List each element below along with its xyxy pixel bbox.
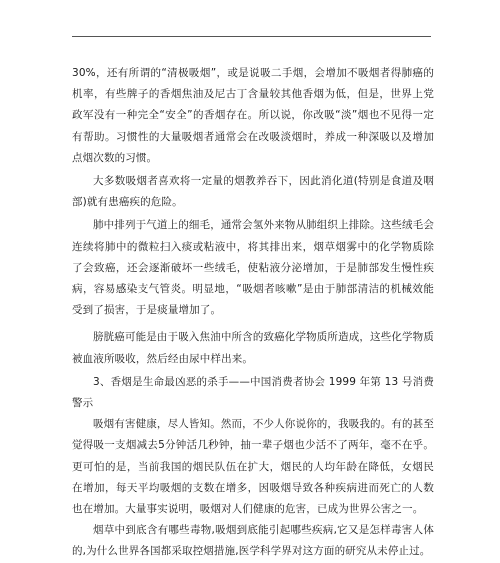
paragraph-tobacco-toxins: 烟草中到底含有哪些毒物,吸烟到底能引起哪些疾病,它又是怎样毒害人体的,为什么世界各国都采取控烟措施,医学科学界对这方面的研究从未停止过。 bbox=[72, 524, 434, 558]
document-body bbox=[72, 63, 434, 563]
paragraph-lung-cilia: 肺中排列于气道上的细毛，通常会氢外来物从肺组织上排除。这些绒毛会连续将肺中的微粒扫入痰或粘液中，将其排出来，烟草烟雾中的化学物质除了会致癌，还会逐渐破坏一些绒毛，使粘液分泌增加，于是肺部发生慢性疾病，容易感染支气管炎。明显地，“吸烟者咳嗽”是由于肺部清洁的机械效能受到了损害，于是痰量增加了。 bbox=[72, 219, 434, 317]
section-heading-consumer-warning: 3、香烟是生命最凶恶的杀手——中国消费者协会 1999 年第 13 号消费警示 bbox=[72, 375, 434, 410]
paragraph-smoking-harm: 吸烟有害健康，尽人皆知。然而，不少人你说你的，我吸我的。有的甚至觉得吸一支烟减去5分钟活几秒钟，抽一辈子烟也少活不了两年，毫不在乎。更可怕的是，当前我国的烟民队伍在扩大，烟民的人均年龄在降低，女烟民在增加，每天平均吸烟的支数在增多，因吸烟导致各种疾病进而死亡的人数也在增加。大量事实说明，吸烟对人们健康的危害，已成为世界公害之一。 bbox=[72, 418, 434, 516]
paragraph-light-cigarettes: 30%，还有所谓的“清极吸烟”，或是说吸二手烟，会增加不吸烟者得肺癌的机率，有些牌子的香烟焦油及尼古丁含量较其他香烟为低，但是，世界上党政军没有一种完全“安全”的香烟存在。所以说，你改吸“淡”烟也不见得一定有帮助。习惯性的大量吸烟者通常会在改吸淡烟时，养成一种深吸以及增加点烟次数的习惯。 bbox=[72, 67, 434, 164]
paragraph-bladder-cancer: 膀胱癌可能是由于吸入焦油中所含的致癌化学物质所造成，这些化学物质被血液所吸收，然后经由尿中样出来。 bbox=[72, 331, 434, 365]
paragraph-digestive-tract: 大多数吸烟者喜欢将一定量的烟教养吞下，因此消化道(特别是食道及咽部)就有患癌疾的危险。 bbox=[72, 175, 434, 209]
header-rule bbox=[72, 36, 431, 37]
